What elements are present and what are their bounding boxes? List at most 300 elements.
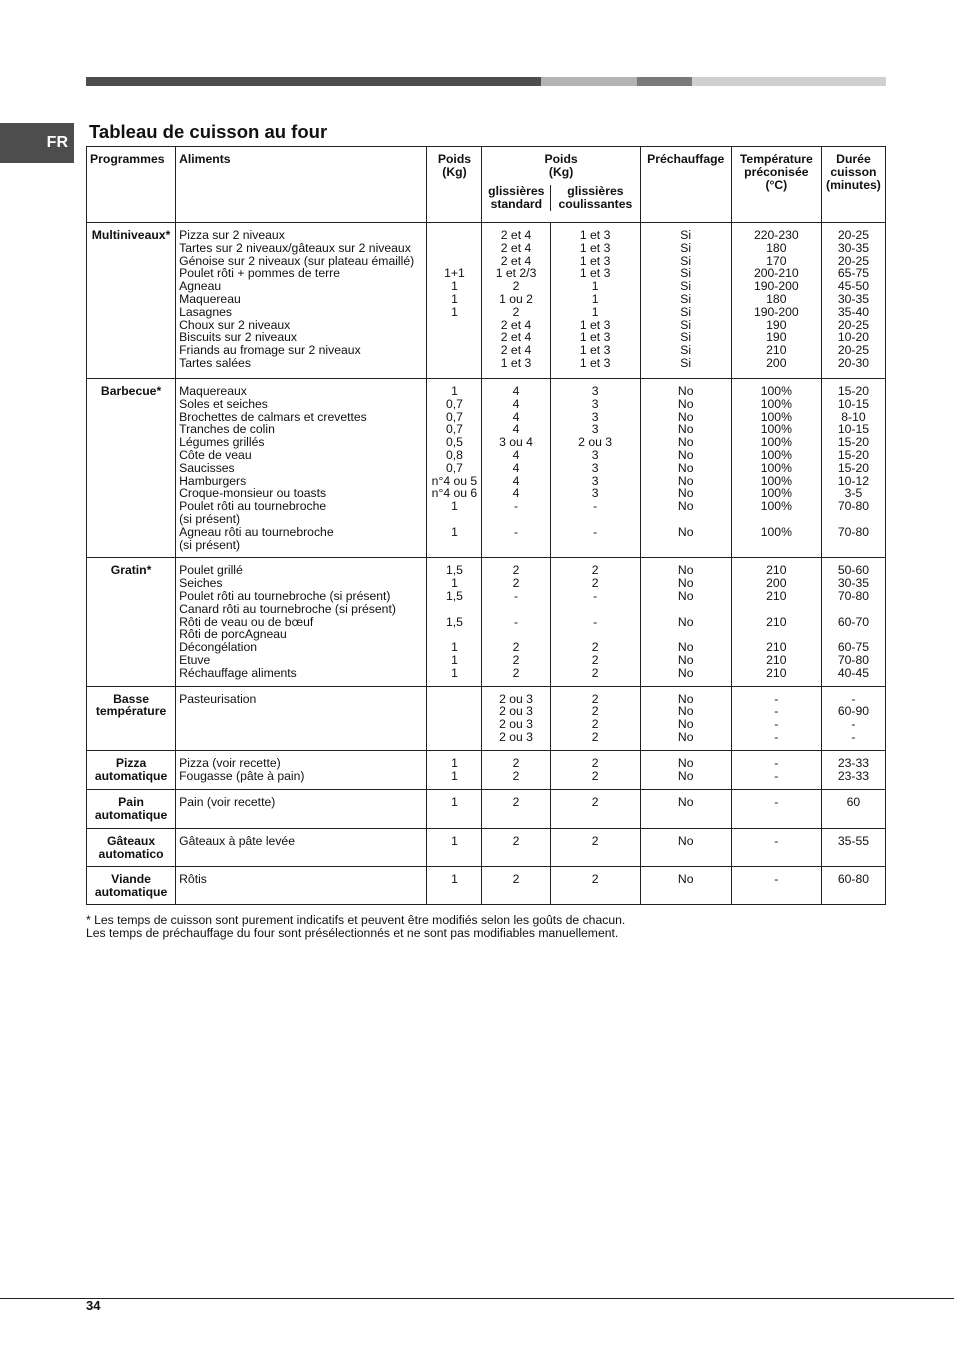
duree-line: 70-80	[837, 524, 870, 539]
cell-poids	[427, 223, 482, 379]
duree-line: 30-35	[837, 576, 870, 591]
programme-line: Pain	[118, 794, 144, 809]
temp-line: -	[774, 794, 779, 809]
cell-pre	[640, 558, 731, 686]
header-programmes: Programmes	[87, 147, 176, 223]
temp-line: -	[774, 755, 779, 770]
temp-line: 210	[766, 652, 787, 667]
programme-line: Basse	[113, 691, 150, 706]
pre-line: Si	[680, 266, 692, 281]
temp-line: 210	[766, 614, 787, 629]
duree-line: 35-55	[837, 833, 870, 848]
coul-line: 3	[591, 460, 599, 475]
pre-line: No	[677, 704, 694, 719]
cell-duree	[821, 223, 885, 379]
aliments-line: Côte de veau	[179, 447, 252, 462]
coul-line: 2 ou 3	[578, 435, 613, 450]
coul-line: 2	[591, 640, 599, 655]
cell-programme	[87, 223, 176, 379]
duree-line: 15-20	[837, 447, 870, 462]
cell-std	[482, 686, 550, 750]
std-line: 2 et 4	[500, 317, 532, 332]
temp-line: 210	[766, 665, 787, 680]
coul-line: 2	[591, 563, 599, 578]
aliments-line: Poulet rôti + pommes de terre	[179, 266, 340, 281]
programme-line: Multiniveaux*	[91, 228, 171, 242]
duree-line: 35-40	[837, 304, 870, 319]
duree-line: 10-12	[837, 473, 870, 488]
std-line: -	[513, 588, 519, 603]
duree-line: 15-20	[837, 384, 870, 398]
duree-line: 10-20	[837, 330, 870, 345]
pre-line: No	[677, 460, 694, 475]
temp-line: 100%	[760, 435, 792, 450]
pre-line: Si	[680, 343, 692, 358]
temp-line: 100%	[760, 486, 792, 501]
duree-line: -	[851, 729, 856, 744]
coul-line: 1 et 3	[579, 330, 611, 345]
duree-line: 20-25	[837, 317, 870, 332]
poids-line: 0,7	[445, 396, 463, 411]
duree-line: 60-75	[837, 640, 870, 655]
aliments-line: Lasagnes	[179, 304, 232, 319]
coul-line: 1 et 3	[579, 266, 611, 281]
duree-line: 60-90	[837, 704, 870, 719]
std-line: -	[513, 499, 519, 514]
duree-line: 70-80	[837, 499, 870, 514]
duree-line: 60-70	[837, 614, 870, 629]
aliments-line: Tartes sur 2 niveaux/gâteaux sur 2 niveaux	[179, 240, 411, 255]
pre-line: No	[677, 409, 694, 424]
std-line: 2	[512, 652, 520, 667]
coul-line: 3	[591, 384, 599, 398]
pre-line: No	[677, 499, 694, 514]
poids-line: 1	[451, 640, 458, 655]
cell-coul	[550, 558, 640, 686]
aliments-line: Gâteaux à pâte levée	[179, 833, 295, 848]
poids-line: 0,7	[445, 409, 463, 424]
coul-line: 2	[591, 768, 599, 783]
aliments-line: Génoise sur 2 niveaux (sur plateau émaillé)	[179, 253, 415, 268]
header-aliments: Aliments	[176, 147, 427, 223]
cell-temp	[731, 828, 821, 866]
pre-line: No	[677, 665, 694, 680]
pre-line: Si	[680, 317, 692, 332]
cell-coul	[550, 828, 640, 866]
cell-temp	[731, 789, 821, 828]
header-glissieres-standard	[482, 185, 550, 211]
poids-line: 0,7	[445, 422, 463, 437]
cell-aliments	[176, 686, 427, 750]
temp-line: 180	[766, 240, 787, 255]
poids-line: 1	[451, 279, 458, 294]
pre-line: No	[677, 396, 694, 411]
header-temperature-line3: (°C)	[765, 177, 788, 192]
programme-line: automatique	[94, 884, 168, 899]
duree-line: 40-45	[837, 665, 870, 680]
duree-line: 30-35	[837, 291, 870, 306]
duree-line: 10-15	[837, 396, 870, 411]
std-line: 2	[512, 640, 520, 655]
coul-line: 2	[591, 652, 599, 667]
poids-line	[427, 357, 481, 370]
pre-line: Si	[680, 228, 692, 242]
coul-line: 2	[591, 576, 599, 591]
cell-programme	[87, 750, 176, 789]
pre-line	[641, 603, 731, 616]
cell-aliments	[176, 750, 427, 789]
cell-std	[482, 379, 550, 558]
poids-line: 1	[451, 768, 458, 783]
std-line: -	[513, 524, 519, 539]
std-line: 2	[512, 304, 520, 319]
poids-line: 0,7	[445, 460, 463, 475]
pre-line: No	[677, 422, 694, 437]
header-duree-line2: cuisson	[830, 164, 877, 179]
coul-line: 2	[591, 717, 599, 732]
cell-aliments	[176, 379, 427, 558]
std-line: 2	[512, 794, 520, 809]
std-line: 4	[512, 460, 520, 475]
poids-line: 1	[451, 576, 458, 591]
poids-line: 1	[451, 291, 458, 306]
aliments-line: Rôti de porcAgneau	[179, 627, 287, 642]
poids-line: 1	[451, 524, 458, 539]
cell-temp	[731, 866, 821, 904]
cell-temp	[731, 686, 821, 750]
pre-line: No	[677, 768, 694, 783]
cell-aliments	[176, 558, 427, 686]
pre-line: No	[677, 384, 694, 398]
cell-std	[482, 750, 550, 789]
std-line: 2 ou 3	[499, 729, 533, 744]
temp-line: 100%	[760, 396, 792, 411]
std-line: 1 et 3	[500, 355, 532, 370]
duree-line: 23-33	[837, 755, 870, 770]
cell-duree	[821, 866, 885, 904]
poids-line	[427, 242, 481, 255]
duree-line	[822, 603, 885, 616]
std-line	[482, 539, 549, 552]
pre-line: No	[677, 640, 694, 655]
coul-line: 1 et 3	[579, 253, 611, 268]
cell-programme	[87, 558, 176, 686]
pre-line: Si	[680, 355, 692, 370]
language-tab	[0, 123, 74, 163]
top-bar-segment-pale	[692, 77, 886, 86]
cell-coul	[550, 866, 640, 904]
temp-line: 210	[766, 343, 787, 358]
aliments-line: Poulet rôti au tournebroche (si présent)	[179, 588, 391, 603]
poids-line: 1	[451, 833, 458, 848]
std-line: 2	[512, 576, 520, 591]
coul-line: -	[593, 588, 598, 603]
temp-line: -	[774, 871, 779, 886]
aliments-line: Maquereau	[179, 291, 241, 306]
aliments-line: Choux sur 2 niveaux	[179, 317, 291, 332]
coul-line: 2	[591, 871, 599, 886]
coul-line: 2	[591, 833, 599, 848]
header-poids-group	[482, 147, 639, 185]
header-glissieres-coulissantes	[550, 185, 640, 211]
table-row	[87, 866, 886, 904]
aliments-line: Croque-monsieur ou toasts	[179, 486, 327, 501]
cell-pre	[640, 750, 731, 789]
cell-pre	[640, 789, 731, 828]
std-line: 4	[512, 486, 520, 501]
header-temperature-line2: préconisée	[744, 164, 809, 179]
cell-poids	[427, 828, 482, 866]
std-line: 2	[512, 665, 520, 680]
coul-line: 1 et 3	[579, 317, 611, 332]
pre-line: No	[677, 755, 694, 770]
std-line: 2 ou 3	[499, 704, 533, 719]
header-duree	[821, 147, 885, 223]
table-row	[87, 789, 886, 828]
cell-programme	[87, 866, 176, 904]
temp-line: 100%	[760, 473, 792, 488]
std-line: 4	[512, 473, 520, 488]
poids-line	[427, 229, 481, 242]
programme-line: Gratin*	[110, 563, 152, 578]
top-bar-segment-light	[541, 77, 637, 86]
pre-line	[641, 539, 731, 552]
temp-line: 220-230	[753, 228, 799, 242]
coul-line: 1 et 3	[579, 240, 611, 255]
duree-line: 23-33	[837, 768, 870, 783]
cell-pre	[640, 686, 731, 750]
coul-line: 3	[591, 396, 599, 411]
duree-line: 20-25	[837, 343, 870, 358]
duree-line: 15-20	[837, 460, 870, 475]
aliments-line: (si présent)	[179, 537, 241, 552]
temp-line: 200-210	[753, 266, 799, 281]
aliments-line: Fougasse (pâte à pain)	[179, 768, 305, 783]
coul-line	[551, 539, 640, 552]
cell-pre	[640, 379, 731, 558]
std-line: 2 et 4	[500, 253, 532, 268]
temp-line	[732, 603, 821, 616]
top-bar-segment-dark	[86, 77, 541, 86]
aliments-line: Pizza (voir recette)	[179, 755, 281, 770]
pre-line: No	[677, 473, 694, 488]
temp-line: 200	[766, 576, 787, 591]
cell-coul	[550, 686, 640, 750]
duree-line: 3-5	[844, 486, 863, 501]
header-poids-group-line2: (Kg)	[548, 164, 574, 179]
duree-line: 50-60	[837, 563, 870, 578]
temp-line: -	[774, 717, 779, 732]
cell-temp	[731, 558, 821, 686]
programme-line: automatique	[94, 768, 168, 783]
duree-line: 70-80	[837, 652, 870, 667]
cell-duree	[821, 828, 885, 866]
std-line: 3 ou 4	[499, 435, 533, 450]
duree-line: 60-80	[837, 871, 870, 886]
header-poids-line2: (Kg)	[442, 164, 467, 179]
temp-line: 190-200	[753, 279, 799, 294]
poids-line: 1	[451, 755, 458, 770]
poids-line: 1,5	[445, 563, 463, 578]
pre-line: No	[677, 652, 694, 667]
aliments-line: Pizza sur 2 niveaux	[179, 228, 285, 242]
coul-line: 1	[591, 304, 599, 319]
header-duree-line3: (minutes)	[826, 177, 881, 192]
std-line: 2	[512, 279, 520, 294]
coul-line: 1	[591, 279, 599, 294]
coul-line: 1 et 3	[579, 355, 611, 370]
cell-duree	[821, 379, 885, 558]
temp-line: 200	[766, 355, 787, 370]
header-gstd-line2: standard	[490, 196, 543, 211]
std-line: 2	[512, 871, 520, 886]
header-glissieres	[482, 185, 639, 211]
pre-line: No	[677, 486, 694, 501]
std-line: 4	[512, 396, 520, 411]
poids-line	[427, 513, 481, 526]
cell-duree	[821, 750, 885, 789]
duree-line: 20-30	[837, 355, 870, 370]
programme-line: automatico	[98, 846, 164, 861]
table-row	[87, 686, 886, 750]
duree-line: 65-75	[837, 266, 870, 281]
coul-line: 1 et 3	[579, 228, 611, 242]
poids-line: 1	[451, 871, 458, 886]
temp-line: 180	[766, 291, 787, 306]
programme-line: Pizza	[115, 755, 147, 770]
temp-line: 210	[766, 563, 787, 578]
coul-line: 2	[591, 704, 599, 719]
std-line: 2 et 4	[500, 228, 532, 242]
bottom-rule	[0, 1298, 954, 1299]
duree-line: 45-50	[837, 279, 870, 294]
footnote	[86, 914, 625, 940]
cell-poids	[427, 866, 482, 904]
cell-pre	[640, 866, 731, 904]
std-line: 2	[512, 755, 520, 770]
aliments-line: Agneau	[179, 279, 222, 294]
std-line: 2	[512, 833, 520, 848]
table-row	[87, 223, 886, 379]
pre-line: No	[677, 614, 694, 629]
coul-line: 1 et 3	[579, 343, 611, 358]
cell-coul	[550, 789, 640, 828]
cell-duree	[821, 789, 885, 828]
footnote-line-2: Les temps de préchauffage du four sont présélectionnés et ne sont pas modifiables manuellement.	[86, 926, 619, 940]
std-line: 4	[512, 447, 520, 462]
pre-line: No	[677, 871, 694, 886]
aliments-line: Poulet grillé	[179, 563, 243, 578]
temp-line: 100%	[760, 409, 792, 424]
std-line: 2	[512, 563, 520, 578]
language-label: FR	[46, 134, 68, 151]
temp-line: 100%	[760, 460, 792, 475]
cell-aliments	[176, 866, 427, 904]
pre-line	[641, 513, 731, 526]
poids-line: 1	[451, 499, 458, 514]
aliments-line: Poulet rôti au tournebroche	[179, 499, 327, 514]
temp-line: 210	[766, 640, 787, 655]
temp-line: 210	[766, 588, 787, 603]
pre-line: No	[677, 794, 694, 809]
pre-line: No	[677, 717, 694, 732]
poids-line: n°4 ou 5	[431, 473, 478, 488]
temp-line: 100%	[760, 447, 792, 462]
cell-temp	[731, 379, 821, 558]
temp-line	[732, 513, 821, 526]
cell-poids	[427, 558, 482, 686]
table-row	[87, 750, 886, 789]
table-row	[87, 558, 886, 686]
temp-line: 190	[766, 317, 787, 332]
poids-line: 1	[451, 652, 458, 667]
aliments-line: Pain (voir recette)	[179, 794, 276, 809]
aliments-line: Maquereaux	[179, 384, 247, 398]
cell-poids	[427, 686, 482, 750]
pre-line: No	[677, 691, 694, 706]
temp-line	[732, 539, 821, 552]
cell-duree	[821, 558, 885, 686]
temp-line: -	[774, 768, 779, 783]
header-gcoul-line1: glissières	[567, 184, 624, 198]
std-line: 2 et 4	[500, 343, 532, 358]
cell-std	[482, 866, 550, 904]
coul-line	[551, 603, 640, 616]
duree-line: 20-25	[837, 253, 870, 268]
pre-line: No	[677, 833, 694, 848]
poids-line: 1	[451, 384, 458, 398]
std-line: 2 et 4	[500, 240, 532, 255]
duree-line: -	[851, 717, 856, 732]
duree-line	[822, 539, 885, 552]
top-bar-segment-mid	[637, 77, 692, 86]
aliments-line: Canard rôti au tournebroche (si présent)	[179, 601, 396, 616]
cell-temp	[731, 223, 821, 379]
programme-line: automatique	[94, 807, 168, 822]
duree-line: 8-10	[841, 409, 866, 424]
cell-std	[482, 558, 550, 686]
header-temperature	[731, 147, 821, 223]
poids-line: 1+1	[444, 266, 465, 281]
programme-line: Barbecue*	[100, 384, 162, 398]
duree-line: 15-20	[837, 435, 870, 450]
aliments-line: Etuve	[179, 652, 211, 667]
pre-line: No	[677, 729, 694, 744]
cell-poids	[427, 379, 482, 558]
coul-line: -	[593, 524, 598, 539]
cell-programme	[87, 686, 176, 750]
aliments-line: Rôtis	[179, 871, 207, 886]
aliments-line: Soles et seiches	[179, 396, 268, 411]
coul-line: 1	[591, 291, 599, 306]
duree-line: -	[851, 691, 856, 706]
temp-line: -	[774, 691, 779, 706]
aliments-line: Agneau rôti au tournebroche	[179, 524, 334, 539]
poids-line: n°4 ou 6	[431, 486, 478, 501]
coul-line: 2	[591, 794, 599, 809]
temp-line: 170	[766, 253, 787, 268]
temp-line: 190-200	[753, 304, 799, 319]
cell-programme	[87, 828, 176, 866]
poids-line	[427, 539, 481, 552]
duree-line: 30-35	[837, 240, 870, 255]
temp-line: 100%	[760, 384, 792, 398]
std-line: 4	[512, 409, 520, 424]
table-row	[87, 828, 886, 866]
header-duree-line1: Durée	[836, 152, 871, 166]
coul-line: -	[593, 499, 598, 514]
header-poids-group-line1: Poids	[544, 152, 578, 166]
